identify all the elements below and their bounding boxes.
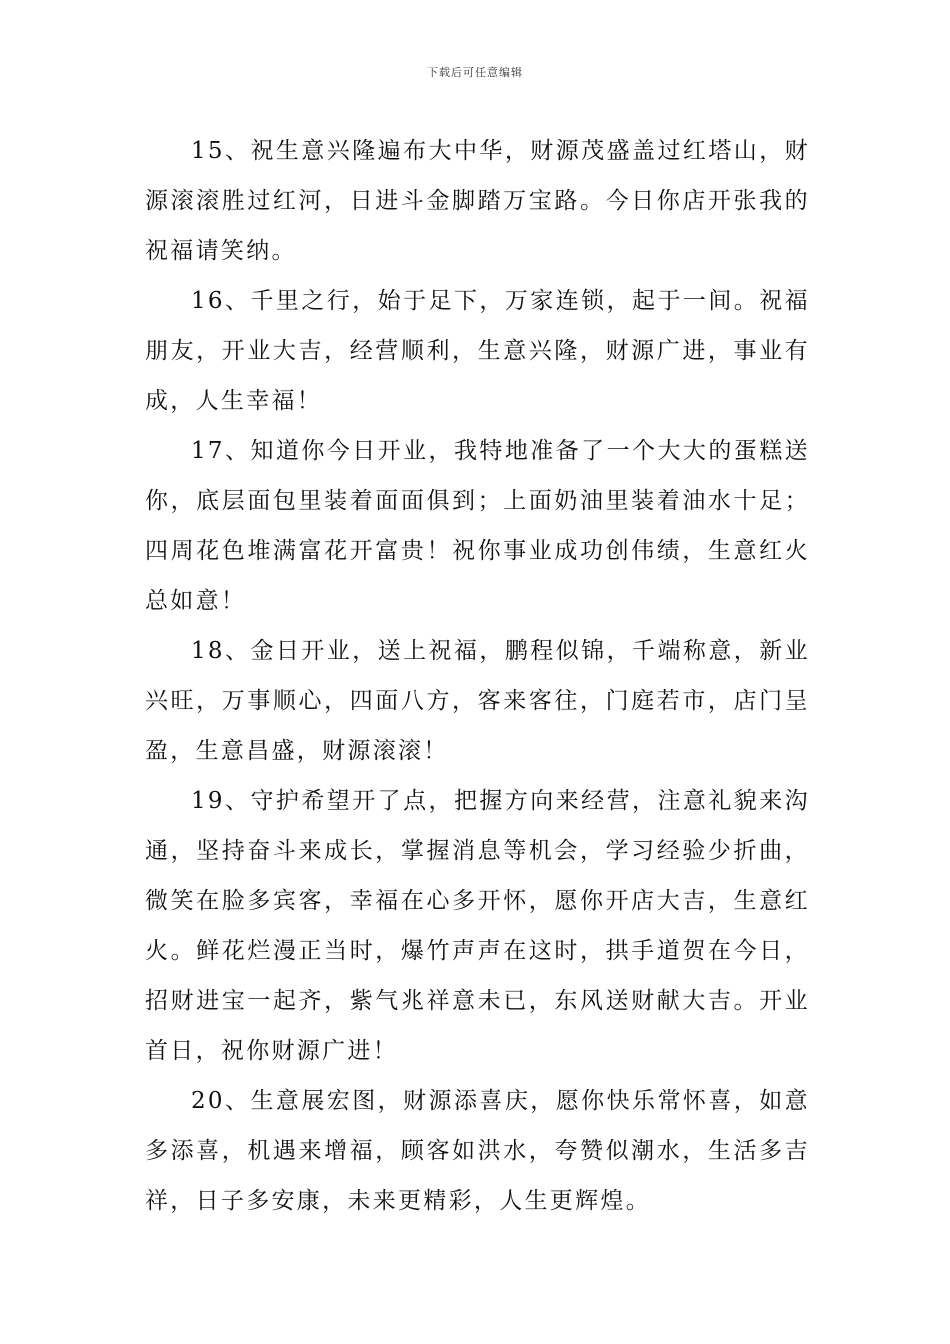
document-body xyxy=(145,126,810,1226)
paragraph-20: 20、生意展宏图，财源添喜庆，愿你快乐常怀喜，如意多添喜，机遇来增福，顾客如洪水，夸赞似潮水，生活多吉祥，日子多安康，未来更精彩，人生更辉煌。 xyxy=(145,1088,810,1214)
paragraph-18: 18、金日开业，送上祝福，鹏程似锦，千端称意，新业兴旺，万事顺心，四面八方，客来客往，门庭若市，店门呈盈，生意昌盛，财源滚滚！ xyxy=(145,638,810,764)
paragraph-16: 16、千里之行，始于足下，万家连锁，起于一间。祝福朋友，开业大吉，经营顺利，生意兴隆，财源广进，事业有成，人生幸福！ xyxy=(145,288,810,414)
paragraph-17: 17、知道你今日开业，我特地准备了一个大大的蛋糕送你，底层面包里装着面面俱到；上面奶油里装着油水十足；四周花色堆满富花开富贵！祝你事业成功创伟绩，生意红火总如意！ xyxy=(145,438,810,614)
paragraph-19: 19、守护希望开了点，把握方向来经营，注意礼貌来沟通，坚持奋斗来成长，掌握消息等机会，学习经验少折曲，微笑在脸多宾客，幸福在心多开怀，愿你开店大吉，生意红火。鲜花烂漫正当时，爆竹声声在这时，拱手道贺在今日，招财进宝一起齐，紫气兆祥意未已，东风送财献大吉。开业首日，祝你财源广进！ xyxy=(145,788,810,1064)
page-header: 下载后可任意编辑 xyxy=(427,66,523,79)
paragraph-15: 15、祝生意兴隆遍布大中华，财源茂盛盖过红塔山，财源滚滚胜过红河，日进斗金脚踏万宝路。今日你店开张我的祝福请笑纳。 xyxy=(145,138,810,264)
